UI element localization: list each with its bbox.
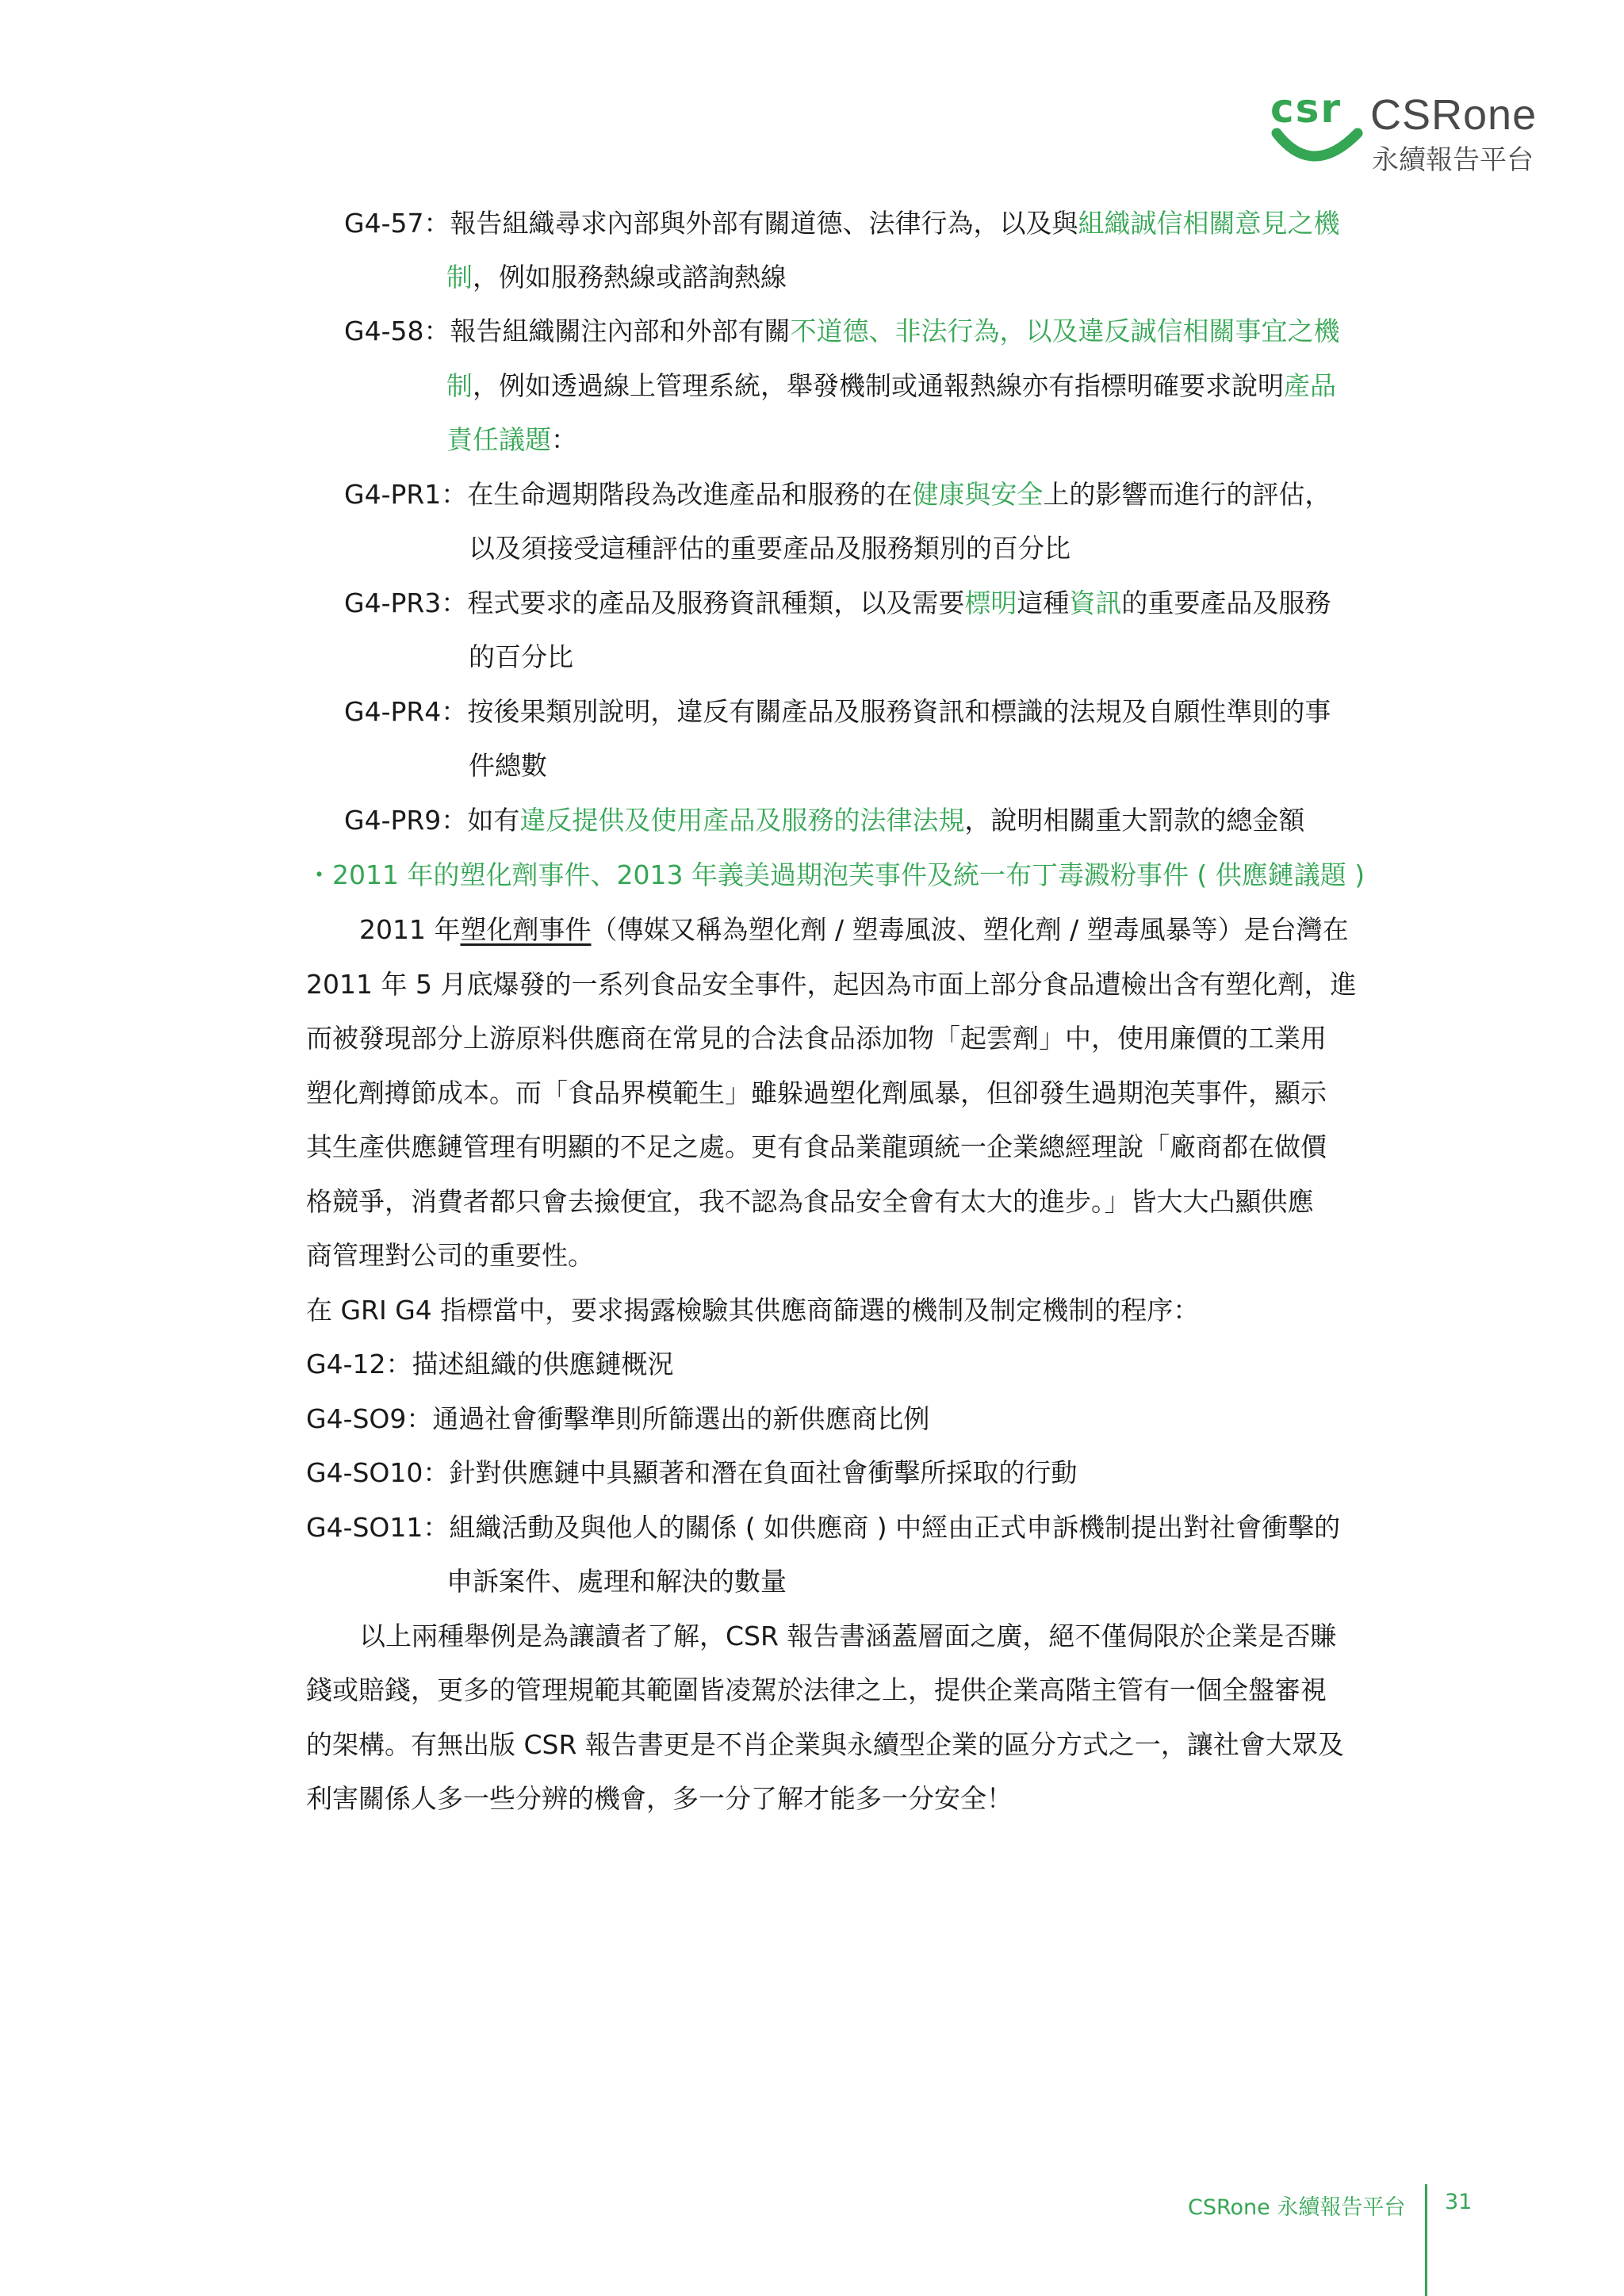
g4-pr1-line-1: G4-PR1：在生命週期階段為改進產品和服務的在健康與安全上的影響而進行的評估， (344, 479, 1331, 510)
g4-pr1-line-2: 以及須接受這種評估的重要產品及服務類別的百分比 (469, 533, 1071, 564)
g4-58-line-3: 責任議題： (446, 424, 577, 455)
para1-line-1: 2011 年塑化劑事件（傳媒又稱為塑化劑 / 塑毒風波、塑化劑 / 塑毒風暴等）是台灣在 (359, 914, 1349, 945)
g4-so11-line-2: 申訴案件、處理和解決的數量 (446, 1566, 787, 1597)
logo-name-en: CSRone (1370, 91, 1538, 139)
logo-mark-text: csr (1270, 86, 1342, 132)
g4-58-line-1: G4-58：報告組織關注內部和外部有關不道德、非法行為，以及違反誠信相關事宜之機 (344, 316, 1340, 346)
g4-12-line: G4-12：描述組織的供應鏈概況 (306, 1349, 674, 1380)
gri-intro: 在 GRI G4 指標當中，要求揭露檢驗其供應商篩選的機制及制定機制的程序： (306, 1295, 1200, 1326)
g4-57-line-2: 制，例如服務熱線或諮詢熱線 (446, 262, 787, 293)
logo-name-zh: 永續報告平台 (1372, 144, 1534, 176)
g4-so9-line: G4-SO9：通過社會衝擊準則所篩選出的新供應商比例 (306, 1403, 930, 1434)
para1-line-2: 2011 年 5 月底爆發的一系列食品安全事件，起因為市面上部分食品遭檢出含有塑化劑，進 (306, 969, 1357, 1000)
para1-line-6: 格競爭，消費者都只會去撿便宜，我不認為食品安全會有太大的進步。」皆大大凸顯供應 (306, 1186, 1314, 1217)
para1-line-4: 塑化劑撙節成本。而「食品界模範生」雖躲過塑化劑風暴，但卻發生過期泡芙事件，顯示 (306, 1077, 1327, 1108)
para1-line-5: 其生產供應鏈管理有明顯的不足之處。更有食品業龍頭統一企業總經理說「廠商都在做價 (306, 1131, 1327, 1162)
g4-pr9-line: G4-PR9：如有違反提供及使用產品及服務的法律法規，說明相關重大罰款的總金額 (344, 805, 1305, 836)
footer-brand: CSRone 永續報告平台 (1188, 2195, 1406, 2220)
para2-line-1: 以上兩種舉例是為讓讀者了解，CSR 報告書涵蓋層面之廣，絕不僅侷限於企業是否賺 (359, 1621, 1337, 1651)
case-heading: ・2011 年的塑化劑事件、2013 年義美過期泡芙事件及統一布丁毒澱粉事件 ( 供應鏈議題 ) (306, 859, 1365, 890)
csr-smile-icon (1269, 86, 1364, 173)
csrone-logo (1269, 86, 1538, 176)
page-number: 31 (1445, 2190, 1473, 2214)
g4-pr4-line-2: 件總數 (469, 750, 547, 781)
g4-so11-line-1: G4-SO11：組織活動及與他人的關係 ( 如供應商 ) 中經由正式申訴機制提出對社會衝擊的 (306, 1512, 1341, 1543)
g4-pr3-line-2: 的百分比 (469, 641, 573, 672)
g4-57-line-1: G4-57：報告組織尋求內部與外部有關道德、法律行為，以及與組織誠信相關意見之機 (344, 208, 1340, 239)
g4-so10-line: G4-SO10：針對供應鏈中具顯著和潛在負面社會衝擊所採取的行動 (306, 1457, 1078, 1488)
para2-line-4: 利害關係人多一些分辨的機會，多一分了解才能多一分安全！ (306, 1783, 1013, 1814)
para1-line-7: 商管理對公司的重要性。 (306, 1240, 594, 1271)
para2-line-3: 的架構。有無出版 CSR 報告書更是不肖企業與永續型企業的區分方式之一，讓社會大眾及 (306, 1729, 1344, 1760)
footer-divider (1425, 2184, 1427, 2296)
g4-pr4-line-1: G4-PR4：按後果類別說明，違反有關產品及服務資訊和標識的法規及自願性準則的事 (344, 696, 1331, 727)
para1-line-3: 而被發現部分上游原料供應商在常見的合法食品添加物「起雲劑」中，使用廉價的工業用 (306, 1023, 1327, 1054)
g4-58-line-2: 制，例如透過線上管理系統，舉發機制或通報熱線亦有指標明確要求說明產品 (446, 370, 1336, 401)
para2-line-2: 錢或賠錢，更多的管理規範其範圍皆凌駕於法律之上，提供企業高階主管有一個全盤審視 (306, 1674, 1327, 1705)
g4-pr3-line-1: G4-PR3：程式要求的產品及服務資訊種類，以及需要標明這種資訊的重要產品及服務 (344, 587, 1331, 618)
